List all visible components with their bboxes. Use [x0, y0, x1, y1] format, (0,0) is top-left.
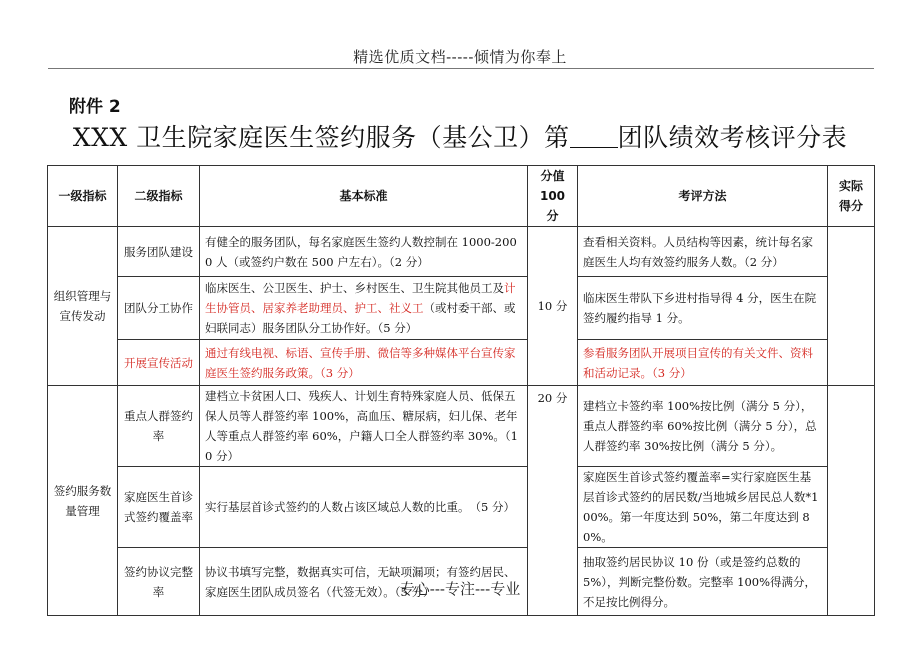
title-suffix: 团队绩效考核评分表: [617, 123, 848, 152]
standard-text: （或村委干部、或妇联同志）服务团队分工协作好。（5 分）: [205, 301, 516, 335]
header-divider: [48, 68, 874, 69]
standard-text: 临床医生、公卫医生、护士、乡村医生、卫生院其他员工及: [205, 281, 504, 295]
method-cell: 家庭医生首诊式签约覆盖率=实行家庭医生基层首诊式签约的居民数/当地城乡居民总人数*100%。第一年度达到 50%，第二年度达到 80%。: [578, 467, 828, 548]
method-cell: 临床医生带队下乡进村指导得 4 分，医生在院签约履约指导 1 分。: [578, 277, 828, 340]
col-method: 考评方法: [578, 166, 828, 227]
level2-cell: 签约协议完整率: [118, 548, 200, 616]
method-cell: 查看相关资料。人员结构等因素，统计每名家庭医生人均有效签约服务人数。（2 分）: [578, 227, 828, 277]
col-score-line1: 分值: [540, 169, 565, 183]
level2-cell: 家庭医生首诊式签约覆盖率: [118, 467, 200, 548]
page-header: 精选优质文档-----倾情为你奉上: [353, 48, 567, 66]
document-title: [0, 118, 920, 154]
col-score-line2: 100 分: [539, 189, 566, 223]
level2-cell: 开展宣传活动: [118, 340, 200, 386]
level2-cell: 服务团队建设: [118, 227, 200, 277]
attachment-label: 附件 2: [69, 97, 121, 117]
col-standard: 基本标准: [200, 166, 528, 227]
standard-cell: [200, 277, 528, 340]
standard-cell: 建档立卡贫困人口、残疾人、计划生育特殊家庭人员、低保五保人员等人群签约率 100%，高血压、糖尿病，妇儿保、老年人等重点人群签约率 60%，户籍人口全人群签约率 30%。（10 分）: [200, 386, 528, 467]
page-footer: 专心---专注---专业: [399, 580, 521, 598]
title-prefix: XXX 卫生院家庭医生签约服务（基公卫）第: [72, 123, 570, 152]
standard-text-highlight: 计生协管员、居家养老助理员、护工、社义工: [205, 281, 516, 315]
standard-cell: 有健全的服务团队，每名家庭医生签约人数控制在 1000-2000 人（或签约户数在 500 户左右）。（2 分）: [200, 227, 528, 277]
col-actual: [828, 166, 875, 227]
table-row: [48, 340, 875, 386]
table-row: [48, 386, 875, 467]
col-actual-line1: 实际: [838, 179, 863, 193]
method-cell: 抽取签约居民协议 10 份（或是签约总数的 5%），判断完整份数。完整率 100%得满分，不足按比例得分。: [578, 548, 828, 616]
group1-level1: 组织管理与宣传发动: [48, 227, 118, 386]
table-row: [48, 227, 875, 277]
group2-score: 20 分: [528, 386, 578, 616]
standard-cell: 通过有线电视、标语、宣传手册、微信等多种媒体平台宣传家庭医生签约服务政策。（3 分）: [200, 340, 528, 386]
col-score: [528, 166, 578, 227]
col-level1: 一级指标: [48, 166, 118, 227]
col-actual-line2: 得分: [838, 199, 863, 213]
method-cell: 建档立卡签约率 100%按比例（满分 5 分），重点人群签约率 60%按比例（满分 5 分），总人群签约率 30%按比例（满分 5 分）。: [578, 386, 828, 467]
col-level2: 二级指标: [118, 166, 200, 227]
actual-score-cell[interactable]: [828, 227, 875, 386]
table-row: [48, 467, 875, 548]
evaluation-table: [47, 165, 875, 616]
standard-cell: 协议书填写完整，数据真实可信，无缺项漏项；有签约居民、家庭医生团队成员签名（代签无效）。（5 分）: [200, 548, 528, 616]
level2-cell: 重点人群签约率: [118, 386, 200, 467]
title-blank: [570, 125, 618, 148]
method-cell: 参看服务团队开展项目宣传的有关文件、资料和活动记录。（3 分）: [578, 340, 828, 386]
table-header-row: [48, 166, 875, 227]
group2-level1: 签约服务数量管理: [48, 386, 118, 616]
standard-cell: 实行基层首诊式签约的人数占该区域总人数的比重。 （5 分）: [200, 467, 528, 548]
table-row: [48, 277, 875, 340]
group1-score: 10 分: [528, 227, 578, 386]
level2-cell: 团队分工协作: [118, 277, 200, 340]
